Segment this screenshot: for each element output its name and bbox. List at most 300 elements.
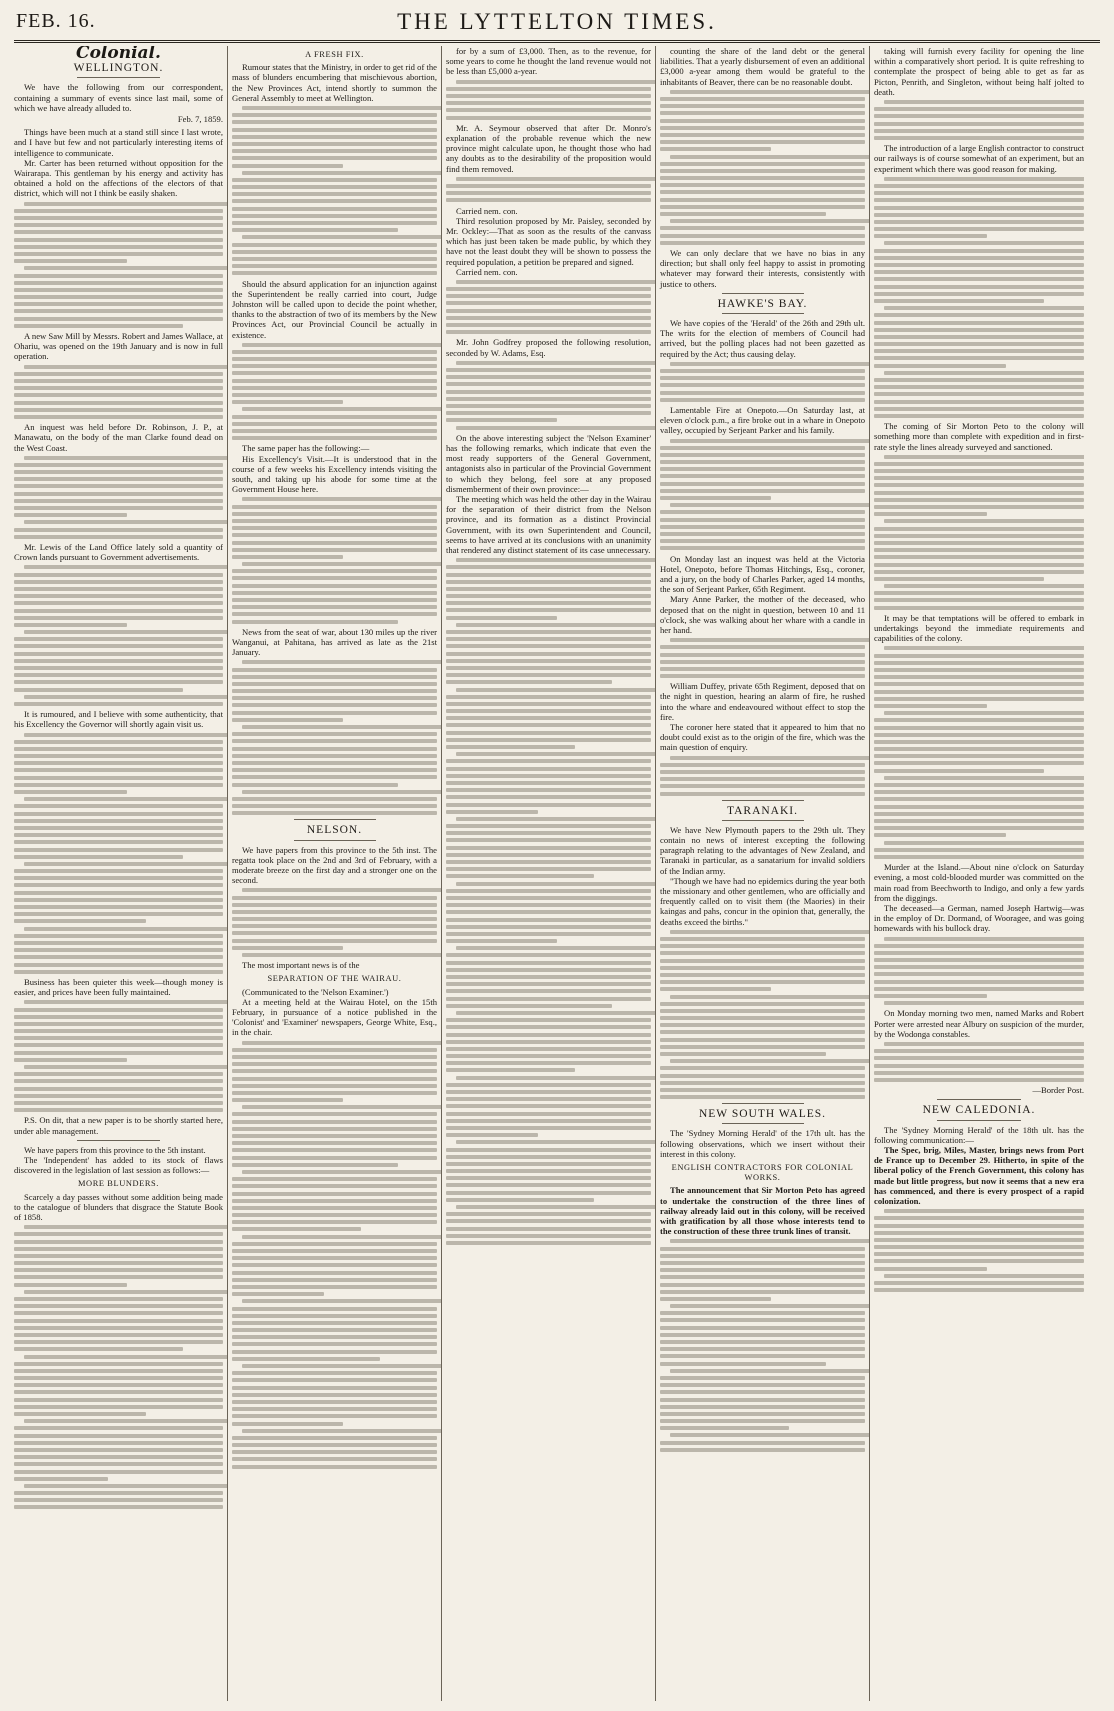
article-body-filler xyxy=(660,756,865,796)
text-line xyxy=(24,733,228,737)
text-line xyxy=(874,980,1084,984)
text-line xyxy=(446,1155,651,1159)
text-line xyxy=(14,1240,223,1244)
text-line xyxy=(446,731,651,735)
text-line xyxy=(14,1412,146,1416)
subheading-english-contractors: ENGLISH CONTRACTORS FOR COLONIAL WORKS. xyxy=(671,1162,854,1183)
text-line xyxy=(242,407,442,411)
text-line xyxy=(660,1297,771,1301)
text-line xyxy=(660,944,865,948)
text-line xyxy=(874,213,1084,217)
text-line xyxy=(660,376,865,380)
text-line xyxy=(14,637,223,641)
text-line xyxy=(232,357,437,361)
text-line xyxy=(874,577,1044,581)
section-heading-new-caledonia: NEW CALEDONIA. xyxy=(922,1104,1036,1117)
text-line xyxy=(446,404,651,408)
text-line xyxy=(232,1386,437,1390)
text-line xyxy=(232,422,437,426)
text-line xyxy=(232,207,437,211)
text-line xyxy=(660,1333,865,1337)
text-line xyxy=(874,342,1084,346)
text-line xyxy=(232,605,437,609)
text-line xyxy=(874,129,1084,133)
text-line xyxy=(232,271,437,275)
text-line xyxy=(670,1059,870,1063)
text-line xyxy=(446,975,651,979)
divider xyxy=(722,1103,804,1104)
article-paragraph: Should the absurd application for an injunction against the Superintendent be really carried into court, Judge Johnston will be called upon to decide the point whether, thanks to the abstraction of two of its members by the New Provinces Act, our Provincial Council be actually in existence. xyxy=(232,278,437,340)
text-line xyxy=(660,525,865,529)
text-line xyxy=(874,1259,1084,1263)
text-line xyxy=(874,1252,1084,1256)
text-line xyxy=(14,833,223,837)
text-line xyxy=(660,1247,865,1251)
text-line xyxy=(660,792,865,796)
text-line xyxy=(446,287,651,291)
text-line xyxy=(874,1049,1084,1053)
text-line xyxy=(884,1274,1084,1278)
text-line xyxy=(232,591,437,595)
text-line xyxy=(232,1393,437,1397)
text-line xyxy=(14,1008,223,1012)
text-line xyxy=(446,759,651,763)
article-body-filler xyxy=(660,439,865,551)
text-line xyxy=(14,609,223,613)
text-line xyxy=(446,1068,575,1072)
text-line xyxy=(660,119,865,123)
divider xyxy=(937,1120,1021,1121)
divider xyxy=(937,1099,1021,1100)
article-body-filler xyxy=(232,1041,437,1469)
text-line xyxy=(14,912,223,916)
divider xyxy=(722,1123,804,1124)
text-line xyxy=(232,1192,437,1196)
text-line xyxy=(446,1061,651,1065)
text-line xyxy=(446,94,651,98)
text-line xyxy=(14,1101,223,1105)
text-line xyxy=(14,955,223,959)
text-line xyxy=(14,919,146,923)
text-line xyxy=(14,477,223,481)
text-line xyxy=(660,398,865,402)
text-line xyxy=(14,463,223,467)
text-line xyxy=(456,280,656,284)
article-paragraph: On Monday last an inquest was held at the Victoria Hotel, Onepoto, before Thomas Hitchings, Esq., coroner, and a jury, on the body of Charles Parker, aged 14 months, the son of Serjeant Parker, 65th Regiment. xyxy=(660,553,865,595)
text-line xyxy=(874,958,1084,962)
text-line xyxy=(14,245,223,249)
text-line xyxy=(874,335,1084,339)
article-paragraph: It is rumoured, and I believe with some authenticity, that his Excellency the Governor will shortly again visit us. xyxy=(14,709,223,730)
text-line xyxy=(232,783,398,787)
text-line xyxy=(446,116,651,120)
text-line xyxy=(446,846,651,850)
text-line xyxy=(660,467,865,471)
text-line xyxy=(14,688,183,692)
text-line xyxy=(232,1422,343,1426)
text-line xyxy=(232,1141,437,1145)
article-paragraph: The announcement that Sir Morton Peto has agreed to undertake the construction of the three lines of railway already laid out in this colony, will be received with gratification by all those whose interests tend to the construction of these three trunk lines of transit. xyxy=(660,1185,865,1237)
text-line xyxy=(14,580,223,584)
text-line xyxy=(660,1088,865,1092)
text-line xyxy=(232,393,437,397)
text-line xyxy=(14,484,223,488)
column-5 xyxy=(870,46,1084,1701)
text-line xyxy=(14,970,223,974)
text-line xyxy=(446,652,651,656)
text-line xyxy=(874,747,1084,751)
text-line xyxy=(446,330,651,334)
text-line xyxy=(14,1079,223,1083)
text-line xyxy=(446,831,651,835)
text-line xyxy=(232,1443,437,1447)
text-line xyxy=(446,301,651,305)
text-line xyxy=(670,362,870,366)
text-line xyxy=(874,385,1084,389)
text-line xyxy=(232,1077,437,1081)
text-line xyxy=(874,114,1084,118)
text-line xyxy=(874,1056,1084,1060)
text-line xyxy=(446,824,651,828)
text-line xyxy=(14,616,223,620)
text-line xyxy=(14,855,183,859)
article-paragraph: We can only declare that we have no bias in any direction; but shall only feel happy to assist in promoting whatever may forward their interests, consistently with justice to others. xyxy=(660,247,865,289)
column-4 xyxy=(656,46,870,1701)
article-paragraph: The deceased—a German, named Joseph Hartwig—was in the employ of Dr. Dormand, of Wooragee, and was going homewards with his bullock dray. xyxy=(874,902,1084,934)
text-line xyxy=(232,1328,437,1332)
text-line xyxy=(660,205,865,209)
text-line xyxy=(874,1231,1084,1235)
text-line xyxy=(232,1256,437,1260)
text-line xyxy=(14,1254,223,1258)
section-heading-taranaki: TARANAKI. xyxy=(726,804,798,817)
text-line xyxy=(660,147,771,151)
text-line xyxy=(232,739,437,743)
text-line xyxy=(242,1235,442,1239)
column-2 xyxy=(228,46,442,1701)
text-line xyxy=(660,1376,865,1380)
text-line xyxy=(232,768,437,772)
text-line xyxy=(232,185,437,189)
text-line xyxy=(14,1268,223,1272)
text-line xyxy=(446,87,651,91)
text-line xyxy=(660,1268,865,1272)
text-line xyxy=(660,1095,865,1099)
text-line xyxy=(232,732,437,736)
text-line xyxy=(874,527,1084,531)
text-line xyxy=(14,1029,223,1033)
text-line xyxy=(14,1072,223,1076)
text-line xyxy=(14,883,223,887)
article-body-filler xyxy=(232,660,437,815)
article-paragraph: Murder at the Island.—About nine o'clock on Saturday evening, a most cold-blooded murder was committed on the main road from Beechworth to Indigo, and only a few yards from the diggings. xyxy=(874,862,1084,903)
divider xyxy=(722,313,804,314)
text-line xyxy=(874,292,1084,296)
text-line xyxy=(232,429,437,433)
text-line xyxy=(232,576,437,580)
section-heading-new-south-wales: NEW SOUTH WALES. xyxy=(698,1108,827,1121)
text-line xyxy=(232,1127,437,1131)
text-line xyxy=(242,1299,442,1303)
text-line xyxy=(14,372,223,376)
text-line xyxy=(670,638,870,642)
text-line xyxy=(660,453,865,457)
text-line xyxy=(874,378,1084,382)
text-line xyxy=(14,274,223,278)
text-line xyxy=(874,1238,1084,1242)
text-line xyxy=(14,317,223,321)
text-line xyxy=(446,616,557,620)
text-line xyxy=(232,1048,437,1052)
text-line xyxy=(232,696,437,700)
text-line xyxy=(884,241,1084,245)
text-line xyxy=(24,695,228,699)
text-line xyxy=(446,939,557,943)
text-line xyxy=(242,725,442,729)
text-line xyxy=(14,1491,223,1495)
article-body-filler xyxy=(232,888,437,957)
text-line xyxy=(14,652,223,656)
text-line xyxy=(660,1023,865,1027)
text-line xyxy=(446,1133,538,1137)
text-line xyxy=(232,797,437,801)
text-line xyxy=(14,223,223,227)
text-line xyxy=(456,80,656,84)
text-line xyxy=(242,1364,442,1368)
text-line xyxy=(446,1018,651,1022)
text-line xyxy=(232,1285,437,1289)
text-line xyxy=(660,1081,865,1085)
text-line xyxy=(874,534,1084,538)
text-line xyxy=(660,510,865,514)
text-line xyxy=(232,1249,437,1253)
text-line xyxy=(446,781,651,785)
text-line xyxy=(660,645,865,649)
text-line xyxy=(874,1216,1084,1220)
text-line xyxy=(446,1191,651,1195)
text-line xyxy=(232,526,437,530)
text-line xyxy=(660,212,826,216)
text-line xyxy=(232,128,437,132)
text-line xyxy=(660,1347,865,1351)
text-line xyxy=(232,1321,437,1325)
article-body-filler xyxy=(874,937,1084,1006)
text-line xyxy=(232,156,437,160)
text-line xyxy=(232,1400,437,1404)
text-line xyxy=(446,108,651,112)
text-line xyxy=(232,436,437,440)
text-line xyxy=(446,1169,651,1173)
text-line xyxy=(14,528,223,532)
article-paragraph: The coroner here stated that it appeared to him that no doubt could exist as to the origin of the fire, which was the main question of enquiry. xyxy=(660,722,865,753)
text-line xyxy=(14,1448,223,1452)
text-line xyxy=(14,812,223,816)
article-body-filler xyxy=(14,565,223,706)
text-line xyxy=(446,961,651,965)
article-paragraph: Mr. A. Seymour observed that after Dr. Monro's explanation of the probable revenue which the new province might calculate upon, he thought those who had any doubts as to the desirability of the proposition would find them removed. xyxy=(446,122,651,174)
text-line xyxy=(232,400,343,404)
text-line xyxy=(874,1267,987,1271)
article-body-filler xyxy=(874,455,1084,610)
text-line xyxy=(232,1227,361,1231)
text-line xyxy=(14,492,223,496)
text-line xyxy=(14,295,223,299)
text-line xyxy=(14,415,223,419)
text-line xyxy=(874,951,1084,955)
text-line xyxy=(232,598,437,602)
text-line xyxy=(232,946,343,950)
text-line xyxy=(232,142,437,146)
text-line xyxy=(660,1052,826,1056)
text-line xyxy=(446,702,651,706)
text-line xyxy=(874,790,1084,794)
text-line xyxy=(232,761,437,765)
text-line xyxy=(660,980,865,984)
text-line xyxy=(660,126,865,130)
text-line xyxy=(660,539,865,543)
text-line xyxy=(242,1429,442,1433)
text-line xyxy=(14,601,223,605)
text-line xyxy=(446,601,651,605)
text-line xyxy=(660,966,865,970)
text-line xyxy=(874,364,1006,368)
text-line xyxy=(232,804,437,808)
text-line xyxy=(24,1225,228,1229)
article-paragraph: The Spec, brig, Miles, Master, brings news from Port de France up to December 29. Hitherto, in spite of the liberal policy of the French Government, this colony has made but little progress, but now it seems that a new era has commenced, and there is every prospect of a rapid colonization. xyxy=(874,1144,1084,1206)
columns xyxy=(14,46,1100,1701)
text-line xyxy=(874,491,1084,495)
text-line xyxy=(14,1311,223,1315)
text-line xyxy=(874,1281,1084,1285)
article-paragraph: The meeting which was held the other day in the Wairau for the separation of their district from the Nelson province, and its formation as a distinct Provincial Government, with its own Superintendent and Council, seems to have arrived at its conclusions with an unanimity that rendered any distinct statement of its case unnecessary. xyxy=(446,493,651,555)
text-line xyxy=(446,896,651,900)
text-line xyxy=(660,104,865,108)
article-body-filler xyxy=(14,202,223,328)
text-line xyxy=(660,1448,865,1452)
text-line xyxy=(660,653,865,657)
article-paragraph: We have papers from this province to the 5th inst. The regatta took place on the 2nd and 3rd of February, with a moderate breeze on the first day and a stronger one on the second. xyxy=(232,844,437,886)
text-line xyxy=(24,797,228,801)
text-line xyxy=(232,415,437,419)
divider xyxy=(722,800,804,801)
text-line xyxy=(14,379,223,383)
text-line xyxy=(446,608,651,612)
text-line xyxy=(14,238,223,242)
text-line xyxy=(14,1398,223,1402)
text-line xyxy=(884,455,1084,459)
text-line xyxy=(884,519,1084,523)
text-line xyxy=(446,630,651,634)
column-1 xyxy=(14,46,228,1701)
text-line xyxy=(446,1025,651,1029)
text-line xyxy=(24,1065,228,1069)
text-line xyxy=(232,584,437,588)
text-line xyxy=(874,591,1084,595)
text-line xyxy=(874,769,1044,773)
issue-date: FEB. 16. xyxy=(16,10,96,32)
article-paragraph: Mr. Carter has been returned without opposition for the Wairarapa. This gentleman by his energy and activity has obtained a hold on the affections of the electors of that district, which will not I think be easily shaken. xyxy=(14,157,223,199)
text-line xyxy=(14,680,223,684)
text-line xyxy=(14,826,223,830)
text-line xyxy=(446,1047,651,1051)
text-line xyxy=(446,101,651,105)
text-line xyxy=(232,1335,437,1339)
article-body-filler xyxy=(874,1209,1084,1292)
text-line xyxy=(24,1355,228,1359)
text-line xyxy=(24,266,228,270)
article-paragraph: We have copies of the 'Herald' of the 26th and 29th ult. The writs for the election of members of Council had arrived, but the polling places had not been gazetted as required by the Act; thus causing delay. xyxy=(660,317,865,359)
text-line xyxy=(660,1009,865,1013)
article-body-filler xyxy=(660,362,865,402)
text-line xyxy=(14,230,223,234)
text-line xyxy=(232,1407,437,1411)
text-line xyxy=(874,328,1084,332)
text-line xyxy=(232,1213,437,1217)
text-line xyxy=(232,910,437,914)
text-line xyxy=(446,889,651,893)
text-line xyxy=(232,1148,437,1152)
text-line xyxy=(14,573,223,577)
text-line xyxy=(232,1134,437,1138)
article-body-filler xyxy=(874,1042,1084,1082)
text-line xyxy=(14,1498,223,1502)
text-line xyxy=(232,371,437,375)
article-paragraph: Carried nem. con. xyxy=(456,266,518,277)
text-line xyxy=(232,512,437,516)
text-line xyxy=(232,1184,437,1188)
text-line xyxy=(874,541,1084,545)
text-line xyxy=(660,784,865,788)
text-line xyxy=(232,1120,437,1124)
article-paragraph: His Excellency's Visit.—It is understood that in the course of a few weeks his Excellency intends visiting the south, and taking up his abode for some time at the Government House here. xyxy=(232,453,437,495)
article-body-filler xyxy=(232,106,437,275)
text-line xyxy=(884,1001,1084,1005)
text-line xyxy=(670,1239,870,1243)
text-line xyxy=(660,1290,865,1294)
text-line xyxy=(446,867,651,871)
text-line xyxy=(874,400,1084,404)
article-paragraph: for by a sum of £3,000. Then, as to the revenue, for some years to come he thought the land revenue would not be less than £5,000 a-year. xyxy=(446,46,651,77)
text-line xyxy=(14,259,127,263)
text-line xyxy=(446,1176,651,1180)
text-line xyxy=(660,1002,865,1006)
text-line xyxy=(874,726,1084,730)
text-line xyxy=(232,689,437,693)
text-line xyxy=(874,277,1084,281)
text-line xyxy=(660,234,865,238)
text-line xyxy=(456,361,656,365)
text-line xyxy=(446,1241,651,1245)
dateline: Feb. 7, 1859. xyxy=(177,114,223,125)
text-line xyxy=(660,1030,865,1034)
text-line xyxy=(232,1206,437,1210)
text-line xyxy=(14,1319,223,1323)
article-paragraph: It may be that temptations will be offered to embark in undertakings beyond the immediate requirements and capabilities of the colony. xyxy=(874,612,1084,644)
article-paragraph: Lamentable Fire at Onepoto.—On Saturday last, at eleven o'clock p.m., a fire broke out in a whare in Onepoto valley, occupied by Serjeant Parker and his family. xyxy=(660,404,865,436)
text-line xyxy=(232,178,437,182)
text-line xyxy=(660,1441,865,1445)
text-line xyxy=(884,306,1084,310)
text-line xyxy=(446,390,651,394)
text-line xyxy=(660,1362,826,1366)
text-line xyxy=(14,309,223,313)
text-line xyxy=(14,1369,223,1373)
text-line xyxy=(660,1016,865,1020)
text-line xyxy=(874,313,1084,317)
text-line xyxy=(14,1094,223,1098)
article-paragraph: Carried nem. con. xyxy=(456,205,518,216)
article-body-filler xyxy=(874,646,1084,858)
